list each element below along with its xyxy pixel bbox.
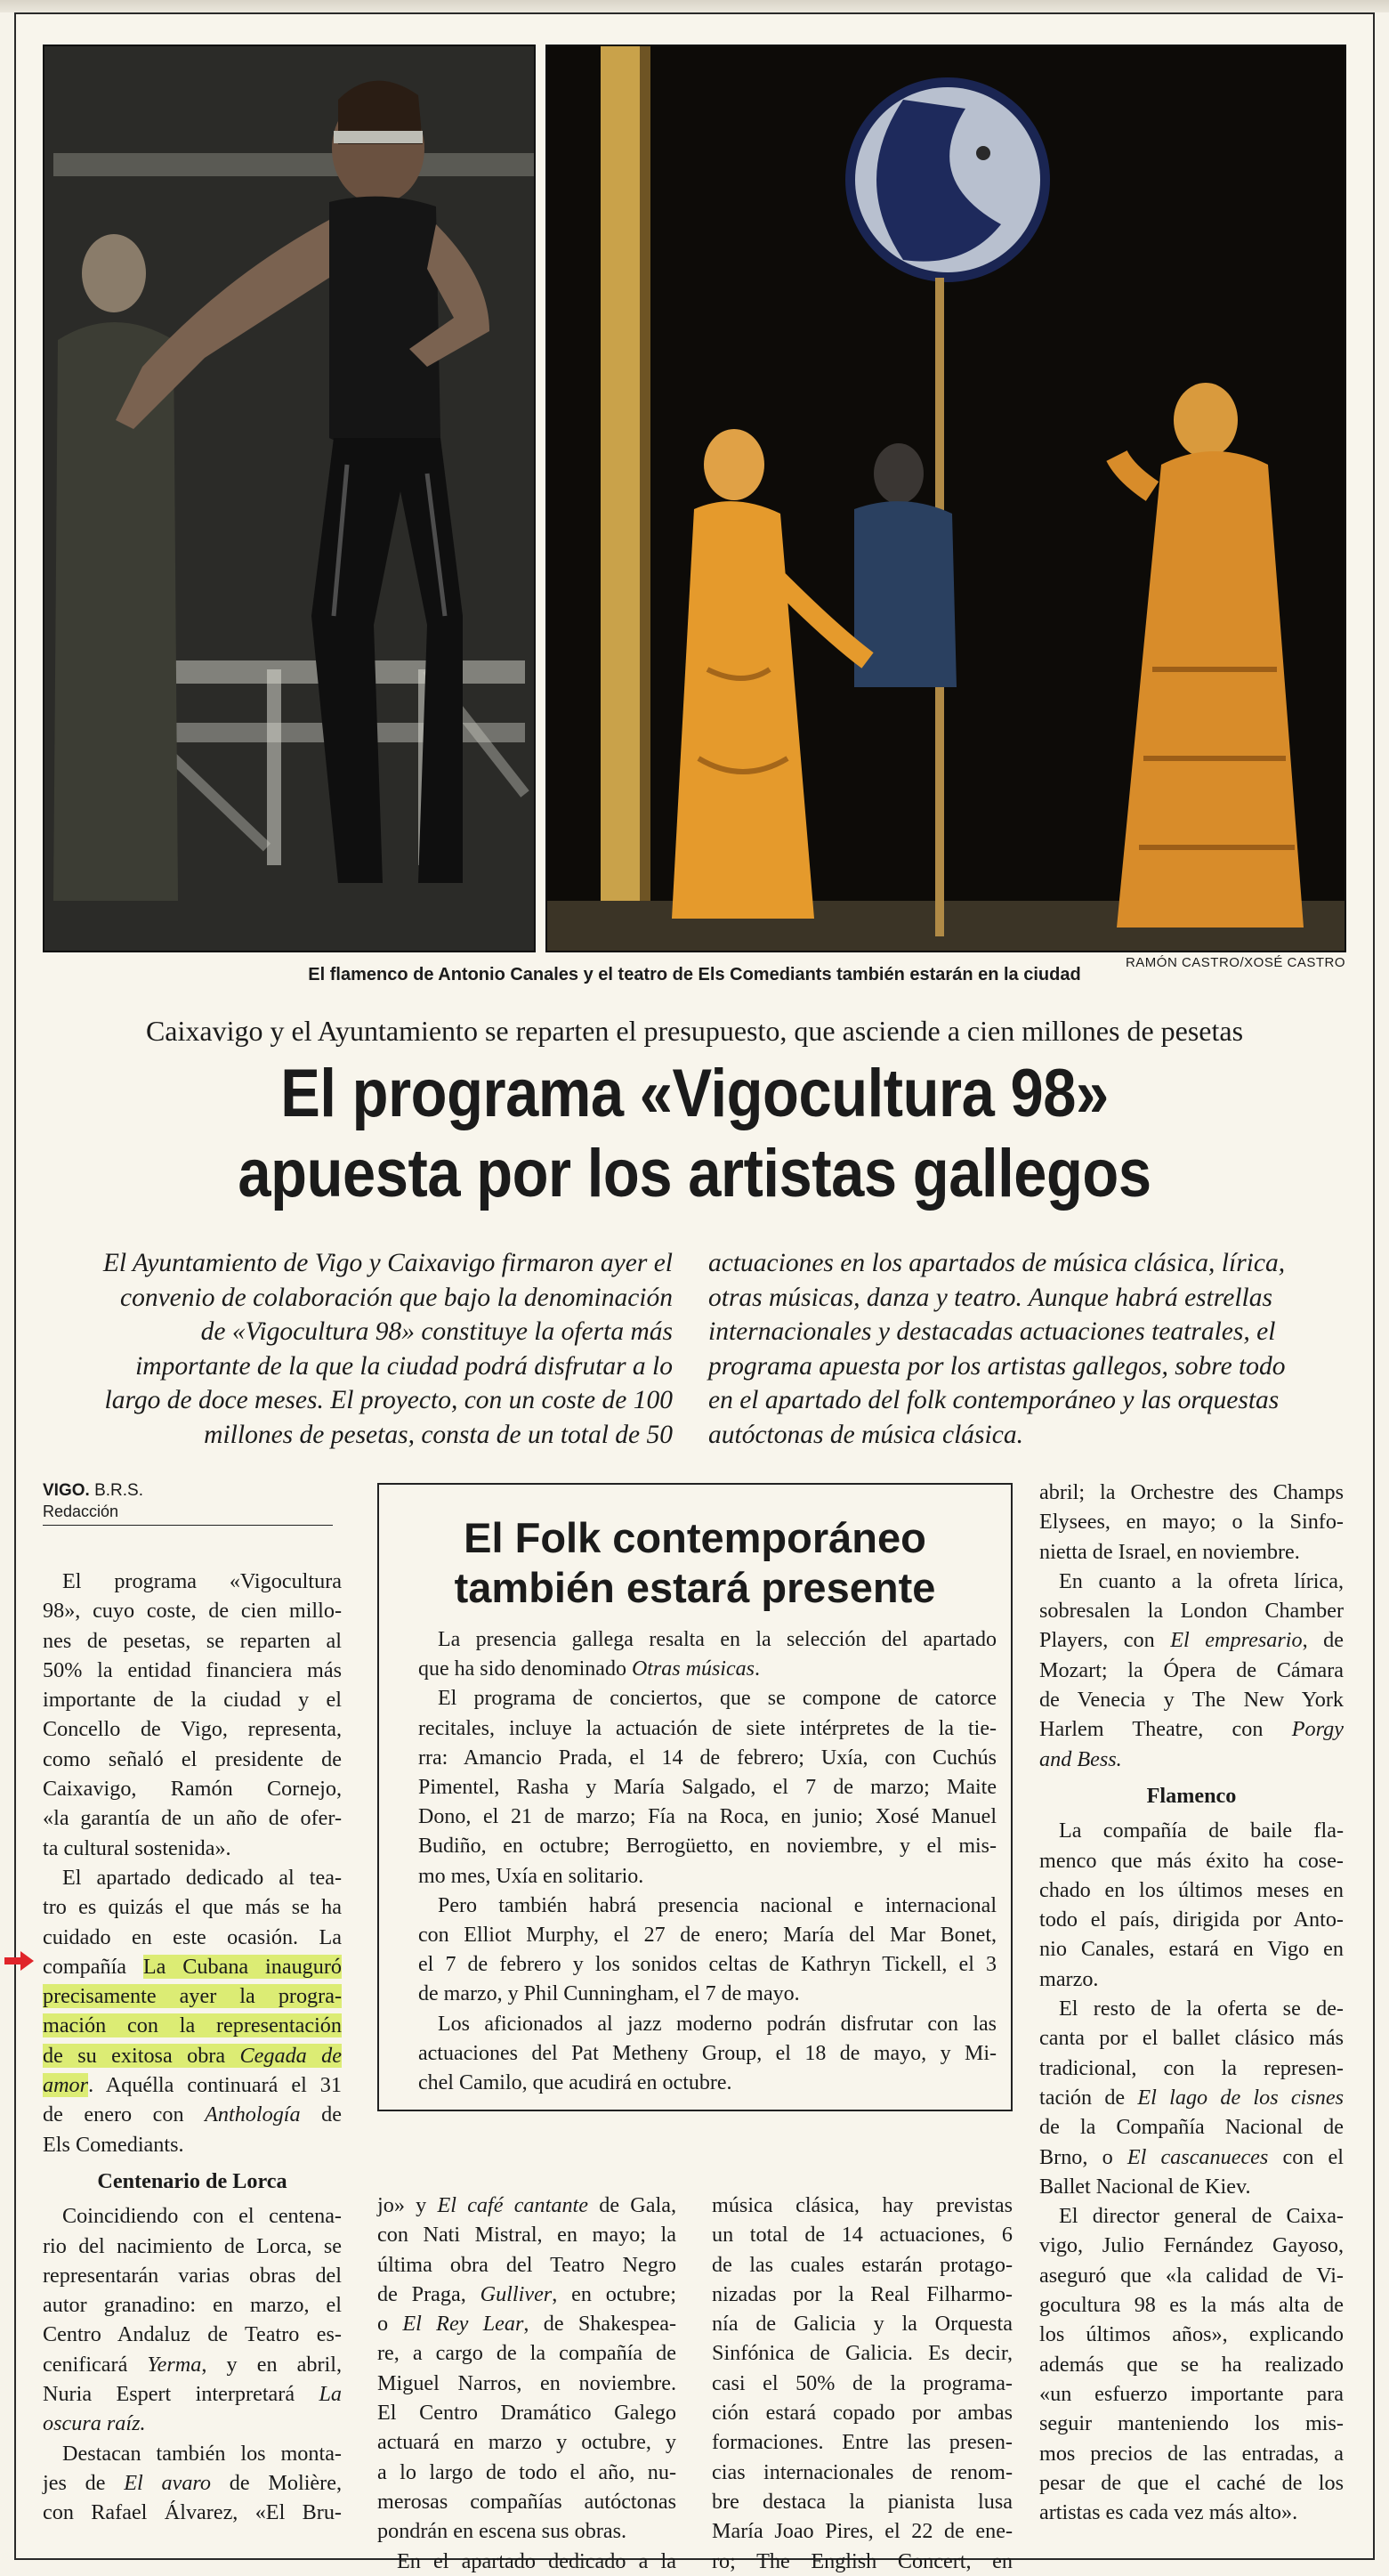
text-line: pondrán en escena sus obras. [377,2519,627,2544]
text-line: pesar de que el caché de los [1039,2470,1344,2495]
text-line: El apartado dedicado al tea- [62,1865,342,1890]
text-line [377,2309,676,2338]
sidebar-title-line-2: también estará presente [454,1564,936,1611]
flamenco-dancer-image [44,46,534,951]
text-line: Destacan también los monta- [62,2441,342,2466]
text-run: cenificará [43,2352,148,2377]
text-line: canta por el ballet clásico más [1039,2026,1344,2051]
text-line: nes de pesetas, se reparten al [43,1628,342,1653]
text-run: Nuria Espert interpretará [43,2382,319,2407]
text-run: El café cantante [437,2193,588,2217]
text-line: Ballet Nacional de Kiev. [1039,2174,1251,2199]
text-line: además que se ha realizado [1039,2352,1344,2377]
text-run: Yerma [147,2352,202,2377]
text-run: El cascanueces [1127,2144,1269,2169]
text-line [1039,2083,1344,2112]
els-comediants-image [547,46,1345,951]
text-line: «la garantía de un año de ofer- [43,1806,342,1831]
text-run: El empresario [1170,1628,1303,1653]
text-line: Dono, el 21 de marzo; Fía na Roca, en junio; Xosé Manuel [418,1805,997,1829]
theater-photo [545,45,1346,952]
text-run: Gulliver [480,2281,553,2306]
text-run: compañía [43,1954,143,1979]
text-line [1039,1745,1344,1774]
text-line: rio del nacimiento de Lorca, se [43,2233,342,2258]
text-run: o [377,2312,403,2337]
flamenco-photo [43,45,536,952]
text-run: jo» y [377,2193,438,2217]
text-run: , en octubre; [552,2281,676,2306]
text-line: Mozart; la Ópera de Cámara [1039,1657,1344,1682]
text-line: nio Canales, estará en Vigo en [1039,1937,1344,1962]
text-line: de las cuales estarán protago- [712,2252,1013,2277]
text-line: menco que más éxito ha cose- [1039,1848,1344,1873]
text-line: La presencia gallega resalta en la selección del apartado [438,1628,997,1651]
sidebar-title [379,1513,1011,1613]
lead-line: en el apartado del folk contemporáneo y las orquestas [708,1386,1280,1414]
text-line: de marzo, y Phil Cunningham, el 7 de mayo. [418,1982,800,2006]
lead-line: internacionales y destacadas actuaciones teatrales, el [708,1317,1276,1346]
text-line: chado en los últimos meses en [1039,1877,1344,1902]
lead-line: El Ayuntamiento de Vigo y Caixavigo firmaron ayer el [102,1249,673,1277]
column-4 [1039,1478,1344,2527]
text-run: jes de [43,2470,125,2495]
text-line: El director general de Caixa- [1059,2204,1344,2229]
text-line: 50% la entidad financiera más [43,1657,342,1682]
subheading-centenario: Centenario de Lorca [97,2168,287,2193]
subheading-flamenco: Flamenco [1146,1783,1237,1808]
text-run: tación de [1039,2085,1138,2110]
article-kicker: Caixavigo y el Ayuntamiento se reparten el presupuesto, que asciende a cien millones de pesetas [145,1015,1244,1047]
text-line: La compañía de baile fla- [1059,1819,1344,1843]
text-line: con Rafael Álvarez, «El Bru- [43,2500,342,2525]
text-line: aseguró que «la calidad de Vi- [1039,2263,1344,2288]
text-line: 98», cuyo coste, de cien millo- [43,1599,342,1624]
text-line [43,2041,342,2070]
text-run: , y en abril, [201,2352,342,2377]
text-line: ción estará copado por ambas [712,2401,1013,2426]
text-line: María Joao Pires, el 22 de ene- [712,2519,1013,2544]
text-line: ro; The English Concert, en [712,2548,1013,2573]
text-run: de enero con [43,2102,206,2127]
lead-line: programa apuesta por los artistas gallegos, sobre todo [708,1351,1286,1381]
text-line [418,1655,997,1684]
byline-author: B.R.S. [94,1481,143,1500]
text-line: ta cultural sostenida». [43,1835,231,1860]
text-line: gocultura 98 es la más alta de [1039,2293,1344,2318]
text-line [43,2100,342,2129]
text-run: Harlem Theatre, con [1039,1717,1292,1742]
text-line: En cuanto a la ofreta lírica, [1059,1568,1344,1593]
text-line: cuidado en este ocasión. La [43,1924,342,1949]
text-line: Pero también habrá presencia nacional e internacional [438,1893,997,1917]
text-line [43,1952,342,1981]
lead-line: actuaciones en los apartados de música clásica, lírica, [708,1249,1286,1277]
text-line: artistas es cada vez más alto». [1039,2500,1298,2525]
text-line: Pimentel, Rasha y María Salgado, el 7 de marzo; Maite [418,1776,997,1800]
text-line: abril; la Orchestre des Champs [1039,1480,1344,1504]
text-run: de [300,2102,342,2127]
text-line [43,2070,342,2100]
text-line [377,2191,676,2220]
text-line: de la Compañía Nacional de [1039,2115,1344,2140]
text-line: autor granadino: en marzo, el [43,2293,342,2318]
text-line [43,2409,342,2438]
text-line: nía de Galicia y la Orquesta [712,2312,1013,2337]
highlighted-text: Cegada de [239,2043,343,2068]
text-line: tro es quizás el que más se ha [43,1895,342,1920]
text-run: oscura raíz. [43,2411,146,2436]
text-line: música clásica, hay previstas [712,2193,1013,2217]
text-run: de Gala, [588,2193,676,2217]
text-run: que ha sido denominado [418,1657,632,1681]
red-arrow-icon [4,1950,35,1972]
text-line [1039,1625,1344,1655]
text-line: Los aficionados al jazz moderno podrán disfrutar con las [438,2012,997,2036]
text-run: Porgy [1291,1717,1344,1742]
text-line: actuaciones del Pat Metheny Group, el 18 de mayo, y Mi- [418,2041,997,2065]
text-line: Sinfónica de Galicia. Es decir, [712,2341,1013,2366]
highlighted-text: precisamente ayer la progra- [43,1984,342,2009]
text-line: bre destaca la pianista lusa [712,2489,1013,2514]
text-line: re, a cargo de la compañía de [377,2341,676,2366]
lead-line: millones de pesetas, consta de un total de 50 [204,1420,673,1449]
text-line: mos precios de las entradas, a [1039,2441,1344,2466]
text-line [43,2379,342,2409]
text-line: el 7 de febrero y los sonidos celtas de Kathryn Tickell, el 3 [418,1953,997,1977]
previous-page-strip [0,0,1389,12]
text-line [43,1981,342,2011]
highlighted-text: La Cubana inauguró [142,1954,342,1979]
text-line [1039,2143,1344,2172]
text-line: de Venecia y The New York [1039,1688,1344,1713]
text-line: mo mes, Uxía en solitario. [418,1864,644,1888]
text-line: actuará en marzo y octubre, y [377,2430,676,2455]
text-line: seguir manteniendo los mis- [1039,2411,1344,2436]
text-line: El resto de la oferta se de- [1059,1997,1344,2021]
lead-line: otras músicas, danza y teatro. Aunque habrá estrellas [708,1283,1272,1312]
text-line: casi el 50% de la programa- [712,2370,1013,2395]
lead-line: autóctonas de música clásica. [708,1420,1023,1449]
photo-caption: El flamenco de Antonio Canales y el teatro de Els Comediants también estarán en la ciudad [308,965,1081,984]
text-line: chel Camilo, que acudirá en octubre. [418,2071,732,2095]
text-line: Elysees, en mayo; o la Sinfo- [1039,1510,1344,1535]
text-line: importante de la ciudad y el [43,1688,342,1713]
text-run: Anthología [205,2102,301,2127]
text-line: sobresalen la London Chamber [1039,1599,1344,1624]
text-line: representarán varias obras del [43,2263,342,2288]
text-line: merosas compañías autóctonas [377,2489,676,2514]
text-run: El Rey Lear [402,2312,524,2337]
text-run: . Aquélla continuará el 31 [88,2073,342,2098]
text-line: vigo, Julio Fernández Gayoso, [1039,2233,1344,2258]
text-line: El programa «Vigocultura [62,1569,342,1593]
text-run: con el [1268,2144,1345,2169]
text-line: Els Comediants. [43,2132,184,2157]
text-line: nietta de Israel, en noviembre. [1039,1539,1300,1564]
text-line: En el apartado dedicado a la [397,2548,676,2573]
text-line: Caixavigo, Ramón Cornejo, [43,1777,342,1802]
text-line: todo el país, dirigida por Anto- [1039,1908,1344,1932]
sidebar-body [418,1625,997,2098]
folk-sidebar-box [377,1483,1013,2111]
headline-line-2: apuesta por los artistas gallegos [238,1136,1151,1211]
text-line [377,2280,676,2309]
text-run: and Bess. [1039,1746,1122,1771]
text-line: «un esfuerzo importante para [1039,2381,1344,2406]
lead-line: convenio de colaboración que bajo la denominación [120,1283,673,1312]
text-run: Players, con [1039,1628,1171,1653]
text-line: recitales, incluye la actuación de siete intérpretes de la tie- [418,1716,997,1740]
byline-role: Redacción [43,1503,119,1520]
text-run: de Molière, [211,2470,342,2495]
text-run: El avaro [124,2470,212,2495]
text-line: Coincidiendo con el centena- [62,2204,342,2229]
text-run: El lago de los cisnes [1137,2085,1344,2110]
text-line [43,2468,342,2498]
sidebar-title-line-1: El Folk contemporáneo [464,1514,926,1561]
column-3 [712,2191,1013,2576]
article-headline [121,1054,1268,1214]
text-line: Centro Andaluz de Teatro es- [43,2322,342,2347]
text-line: con Elliot Murphy, el 27 de enero; María del Mar Bonet, [418,1924,997,1948]
text-run: de Praga, [377,2281,480,2306]
highlighted-text: mación con la representación [43,2013,342,2038]
text-line: nizadas por la Real Filharmo- [712,2281,1013,2306]
text-line: formaciones. Entre las presen- [712,2430,1013,2455]
text-line: El programa de conciertos, que se compone de catorce [438,1687,997,1711]
lead-right [708,1246,1345,1452]
text-run: La [319,2382,342,2407]
text-run: , de [1302,1628,1344,1653]
column-2 [377,2191,676,2576]
text-line: con Nati Mistral, en mayo; la [377,2223,676,2248]
byline-place: VIGO. [43,1481,90,1500]
text-line: a lo largo de todo el año, nu- [377,2459,676,2484]
text-line: un total de 14 actuaciones, 6 [712,2223,1013,2248]
text-line: El Centro Dramático Galego [377,2401,676,2426]
text-line: Miguel Narros, en noviembre. [377,2370,676,2395]
byline [43,1481,333,1526]
highlighted-text: amor [43,2073,89,2098]
text-line: los últimos años», explicando [1039,2322,1344,2347]
text-line: Budiño, en octubre; Berrogüetto, en noviembre, y el mis- [418,1835,997,1859]
text-line: como señaló el presidente de [43,1746,342,1771]
text-line [43,2350,342,2379]
lead-line: importante de la que la ciudad podrá disfrutar a lo [135,1351,673,1381]
text-run: , de Shakespea- [523,2312,677,2337]
text-line: última obra del Teatro Negro [377,2252,676,2277]
column-1 [43,1567,342,2528]
photo-credit: RAMÓN CASTRO/XOSÉ CASTRO [1125,955,1345,970]
text-line [1039,1714,1344,1744]
text-line: cias internacionales de renom- [712,2459,1013,2484]
text-line: rra: Amancio Prada, el 14 de febrero; Uxía, con Cuchús [418,1746,997,1770]
lead-left [43,1246,673,1452]
lead-line: de «Vigocultura 98» constituye la oferta más [200,1317,673,1346]
text-line: tradicional, con la represen- [1039,2055,1344,2080]
text-line [43,2011,342,2040]
text-run: Otras músicas [631,1657,755,1681]
headline-line-1: El programa «Vigocultura 98» [280,1056,1109,1131]
text-run: . [754,1657,760,1681]
text-line: marzo. [1039,1966,1099,1991]
highlighted-text: de su exitosa obra [43,2043,240,2068]
text-run: Brno, o [1039,2144,1127,2169]
lead-line: largo de doce meses. El proyecto, con un coste de 100 [104,1386,673,1414]
text-line: Concello de Vigo, representa, [43,1717,342,1742]
